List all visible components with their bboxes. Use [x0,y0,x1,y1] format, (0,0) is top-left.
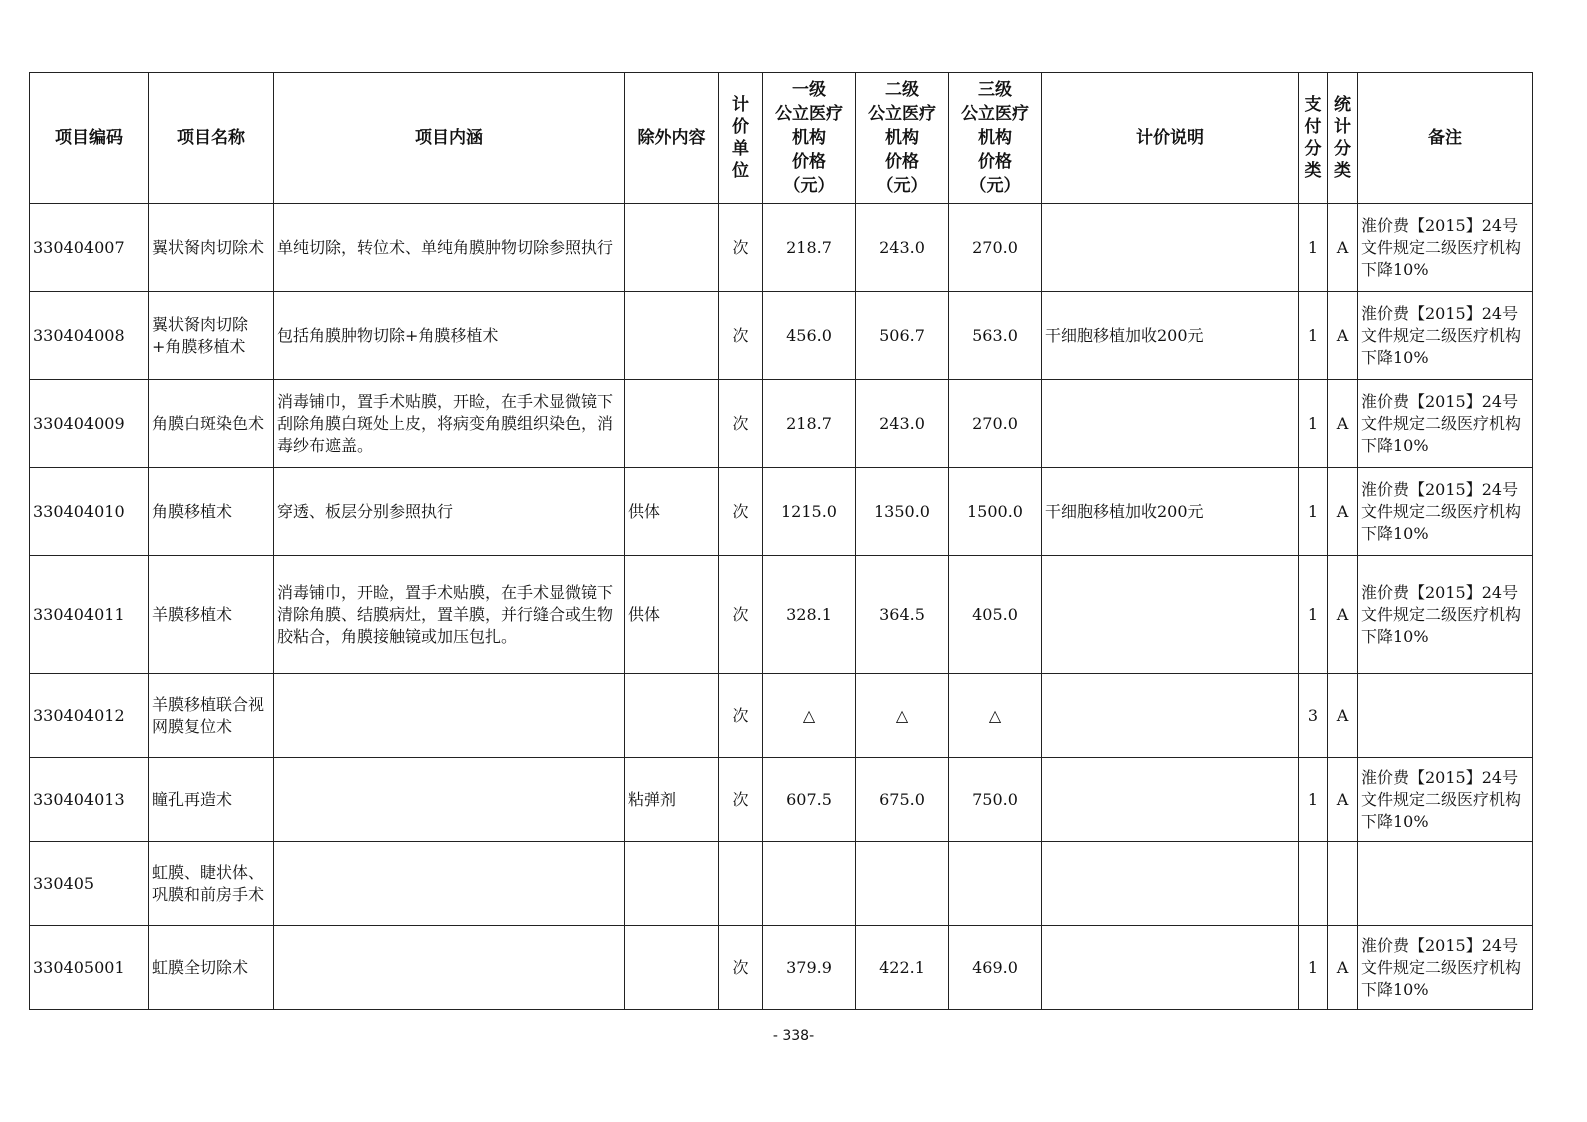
header-price2-l2: 公立医疗 [868,104,936,124]
cell-content [274,758,625,842]
cell-price1: 218.7 [763,380,856,468]
cell-price3: 750.0 [949,758,1042,842]
cell-remark: 淮价费【2015】24号文件规定二级医疗机构下降10% [1358,556,1533,674]
cell-payment: 1 [1299,758,1328,842]
cell-payment: 1 [1299,292,1328,380]
cell-exclusion [625,842,719,926]
cell-price2: 243.0 [856,380,949,468]
cell-unit: 次 [719,468,763,556]
cell-pricing-note [1042,204,1299,292]
cell-price3 [949,842,1042,926]
header-price-level3 [949,73,1042,204]
cell-content [274,674,625,758]
cell-content: 单纯切除，转位术、单纯角膜肿物切除参照执行 [274,204,625,292]
header-unit [719,73,763,204]
cell-code: 330404012 [30,674,149,758]
cell-code: 330405001 [30,926,149,1010]
header-row [30,73,1533,204]
cell-pricing-note [1042,758,1299,842]
cell-price2: 364.5 [856,556,949,674]
cell-remark: 淮价费【2015】24号文件规定二级医疗机构下降10% [1358,926,1533,1010]
cell-exclusion: 粘弹剂 [625,758,719,842]
cell-remark: 淮价费【2015】24号文件规定二级医疗机构下降10% [1358,758,1533,842]
cell-price2 [856,842,949,926]
header-price2-l3: 机构 [885,128,919,148]
cell-price2: 1350.0 [856,468,949,556]
cell-pricing-note [1042,842,1299,926]
cell-unit: 次 [719,380,763,468]
cell-price1 [763,842,856,926]
page-number: - 338- [772,1028,815,1044]
header-pricing-note: 计价说明 [1042,73,1299,204]
table-row [30,674,1533,758]
cell-unit: 次 [719,926,763,1010]
cell-exclusion [625,674,719,758]
cell-content: 消毒铺巾，开睑，置手术贴膜，在手术显微镜下清除角膜、结膜病灶，置羊膜，并行缝合或生物胶粘合，角膜接触镜或加压包扎。 [274,556,625,674]
cell-price3: 270.0 [949,380,1042,468]
header-code: 项目编码 [30,73,149,204]
cell-exclusion [625,926,719,1010]
cell-name: 虹膜全切除术 [149,926,274,1010]
cell-price2: 422.1 [856,926,949,1010]
cell-remark: 淮价费【2015】24号文件规定二级医疗机构下降10% [1358,292,1533,380]
cell-exclusion: 供体 [625,556,719,674]
cell-remark [1358,674,1533,758]
cell-price1: 1215.0 [763,468,856,556]
cell-payment: 1 [1299,556,1328,674]
cell-content: 穿透、板层分别参照执行 [274,468,625,556]
header-price-level1 [763,73,856,204]
cell-price2: 506.7 [856,292,949,380]
cell-payment: 1 [1299,204,1328,292]
cell-price3: 1500.0 [949,468,1042,556]
cell-price3: 469.0 [949,926,1042,1010]
cell-pricing-note [1042,926,1299,1010]
cell-price2: 243.0 [856,204,949,292]
cell-payment: 3 [1299,674,1328,758]
cell-price1: 379.9 [763,926,856,1010]
cell-code: 330404010 [30,468,149,556]
cell-statistics: A [1328,468,1358,556]
cell-statistics: A [1328,380,1358,468]
cell-price2: △ [856,674,949,758]
table-row [30,468,1533,556]
cell-unit: 次 [719,758,763,842]
cell-price3: 270.0 [949,204,1042,292]
cell-statistics [1328,842,1358,926]
header-exclusion: 除外内容 [625,73,719,204]
cell-name: 角膜移植术 [149,468,274,556]
cell-exclusion [625,292,719,380]
cell-statistics: A [1328,292,1358,380]
header-price1-l2: 公立医疗 [775,104,843,124]
header-price3-l3: 机构 [978,128,1012,148]
cell-name: 羊膜移植联合视网膜复位术 [149,674,274,758]
table-row [30,380,1533,468]
cell-name: 翼状胬肉切除术 [149,204,274,292]
cell-payment: 1 [1299,468,1328,556]
header-price1-l4: 价格 [792,152,826,172]
cell-statistics: A [1328,758,1358,842]
header-price3-l2: 公立医疗 [961,104,1029,124]
cell-price3: △ [949,674,1042,758]
header-price1-l1: 一级 [792,80,826,100]
cell-pricing-note [1042,380,1299,468]
cell-code: 330405 [30,842,149,926]
cell-remark: 淮价费【2015】24号文件规定二级医疗机构下降10% [1358,204,1533,292]
header-payment [1299,73,1328,204]
cell-payment: 1 [1299,380,1328,468]
header-price3-l1: 三级 [978,80,1012,100]
table-row [30,556,1533,674]
header-unit-text: 计价单位 [732,95,749,181]
cell-pricing-note [1042,556,1299,674]
header-payment-text: 支付分类 [1304,95,1322,181]
cell-exclusion [625,380,719,468]
cell-price1: 218.7 [763,204,856,292]
cell-statistics: A [1328,674,1358,758]
cell-price1: 328.1 [763,556,856,674]
header-price2-l1: 二级 [885,80,919,100]
cell-name: 虹膜、睫状体、巩膜和前房手术 [149,842,274,926]
cell-code: 330404007 [30,204,149,292]
price-table [29,72,1533,1010]
table-row [30,842,1533,926]
header-price3-l5: （元） [969,176,1021,196]
header-price1-l5: （元） [783,176,835,196]
table-row [30,292,1533,380]
cell-pricing-note: 干细胞移植加收200元 [1042,292,1299,380]
header-price2-l5: （元） [876,176,928,196]
header-statistics-text: 统计分类 [1334,95,1351,181]
header-price-level2 [856,73,949,204]
cell-name: 翼状胬肉切除+角膜移植术 [149,292,274,380]
cell-payment [1299,842,1328,926]
header-price3-l4: 价格 [978,152,1012,172]
table-row [30,758,1533,842]
cell-pricing-note [1042,674,1299,758]
cell-content [274,926,625,1010]
cell-exclusion: 供体 [625,468,719,556]
header-content: 项目内涵 [274,73,625,204]
cell-unit: 次 [719,292,763,380]
cell-unit [719,842,763,926]
cell-unit: 次 [719,556,763,674]
cell-remark [1358,842,1533,926]
cell-remark: 淮价费【2015】24号文件规定二级医疗机构下降10% [1358,468,1533,556]
cell-content: 消毒铺巾，置手术贴膜，开睑，在手术显微镜下刮除角膜白斑处上皮，将病变角膜组织染色，消毒纱布遮盖。 [274,380,625,468]
cell-code: 330404013 [30,758,149,842]
cell-name: 羊膜移植术 [149,556,274,674]
table-row [30,926,1533,1010]
cell-content: 包括角膜肿物切除+角膜移植术 [274,292,625,380]
cell-statistics: A [1328,926,1358,1010]
cell-unit: 次 [719,204,763,292]
cell-exclusion [625,204,719,292]
cell-statistics: A [1328,204,1358,292]
header-remark: 备注 [1358,73,1533,204]
cell-price1: 607.5 [763,758,856,842]
cell-price1: 456.0 [763,292,856,380]
header-price1-l3: 机构 [792,128,826,148]
header-price2-l4: 价格 [885,152,919,172]
cell-price1: △ [763,674,856,758]
cell-name: 瞳孔再造术 [149,758,274,842]
header-statistics [1328,73,1358,204]
cell-remark: 淮价费【2015】24号文件规定二级医疗机构下降10% [1358,380,1533,468]
cell-unit: 次 [719,674,763,758]
cell-price3: 405.0 [949,556,1042,674]
table-row [30,204,1533,292]
cell-price3: 563.0 [949,292,1042,380]
cell-code: 330404009 [30,380,149,468]
cell-statistics: A [1328,556,1358,674]
cell-code: 330404011 [30,556,149,674]
cell-payment: 1 [1299,926,1328,1010]
cell-content [274,842,625,926]
cell-pricing-note: 干细胞移植加收200元 [1042,468,1299,556]
cell-code: 330404008 [30,292,149,380]
cell-name: 角膜白斑染色术 [149,380,274,468]
cell-price2: 675.0 [856,758,949,842]
header-name: 项目名称 [149,73,274,204]
